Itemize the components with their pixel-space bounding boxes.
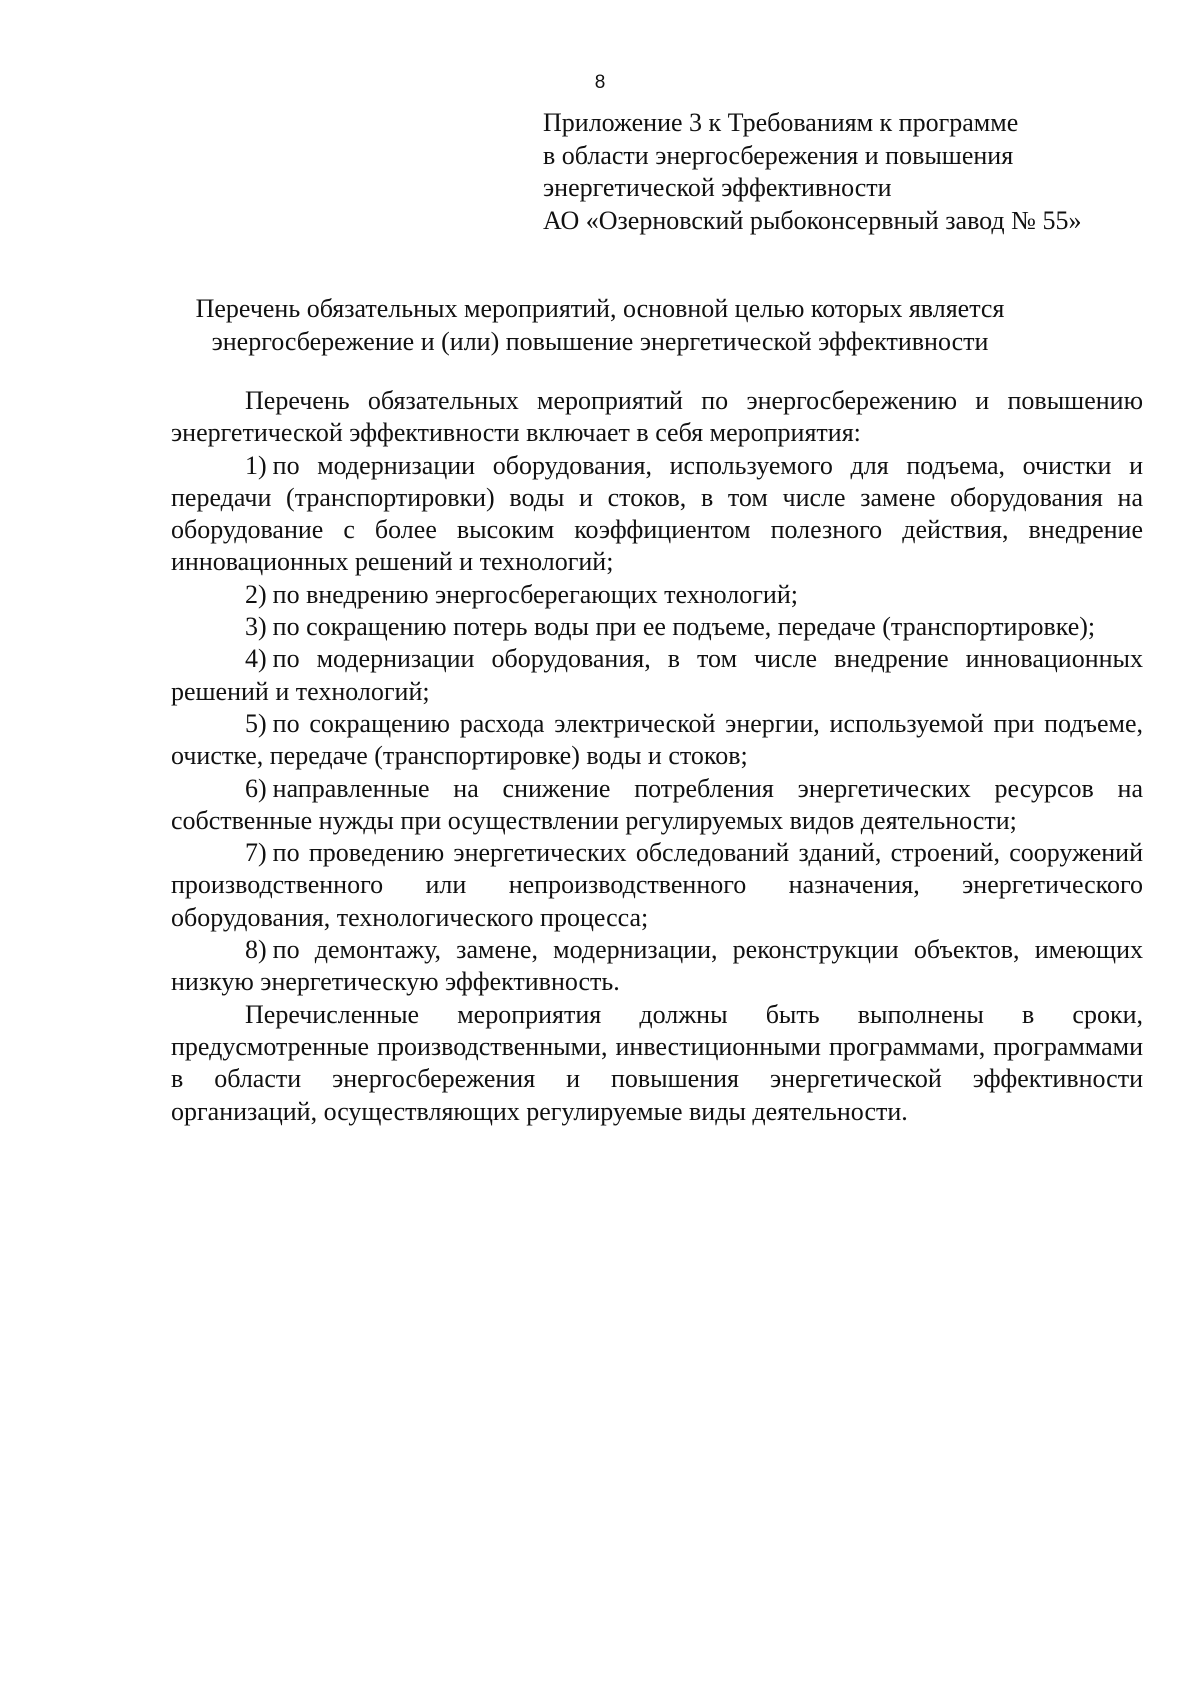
list-item-text: по сокращению потерь воды при ее подъеме, передаче (транспортировке); <box>272 612 1096 642</box>
list-item-text: по проведению энергетических обследований зданий, строений, сооружений производственного или непроизводственного назначения, энергетического оборудования, технологического процесса; <box>171 838 1143 932</box>
list-item <box>171 773 1143 838</box>
list-item <box>171 708 1143 773</box>
list-item <box>171 450 1143 579</box>
list-item-number: 2) <box>245 579 267 609</box>
appendix-header-line: в области энергосбережения и повышения <box>543 140 1014 170</box>
document-body <box>171 385 1143 1128</box>
list-item-number: 4) <box>245 644 267 674</box>
section-title <box>120 293 1080 358</box>
list-item-text: по сокращению расхода электрической энергии, используемой при подъеме, очистке, передаче (транспортировке) воды и стоков; <box>171 708 1143 771</box>
list-item-text: по модернизации оборудования, в том числе внедрение инновационных решений и технологий; <box>171 644 1143 706</box>
list-item-number: 7) <box>245 838 267 868</box>
intro-paragraph: Перечень обязательных мероприятий по энергосбережению и повышению энергетической эффективности включает в себя мероприятия: <box>171 386 1143 448</box>
list-item-text: направленные на снижение потребления энергетических ресурсов на собственные нужды при осуществлении регулируемых видов деятельности; <box>171 773 1143 835</box>
section-title-line: энергосбережение и (или) повышение энергетической эффективности <box>211 326 989 356</box>
list-item-text: по демонтажу, замене, модернизации, реконструкции объектов, имеющих низкую энергетическую эффективность. <box>171 935 1143 997</box>
list-item-text: по модернизации оборудования, используемого для подъема, очистки и передачи (транспортировки) воды и стоков, в том числе замене оборудования на оборудование с более высоким коэффициентом полезного действия, внедрение инновационных решений и технологий; <box>171 450 1143 577</box>
appendix-header-line: энергетической эффективности <box>543 173 892 202</box>
list-item <box>171 643 1143 708</box>
list-item-number: 6) <box>245 773 267 803</box>
list-item-number: 8) <box>245 935 267 965</box>
list-item <box>171 611 1143 643</box>
list-item-number: 3) <box>245 612 267 642</box>
list-item-number: 1) <box>245 450 267 480</box>
closing-paragraph: Перечисленные мероприятия должны быть выполнены в сроки, предусмотренные производственными, инвестиционными программами, программами в области энергосбережения и повышения энергетической эффективности организаций, осуществляющих регулируемые виды деятельности. <box>171 999 1143 1126</box>
list-item-number: 5) <box>245 708 267 738</box>
list-item <box>171 579 1143 611</box>
list-item-text: по внедрению энергосберегающих технологий; <box>272 579 798 609</box>
list-item <box>171 837 1143 934</box>
appendix-header-line: АО «Озерновский рыбоконсервный завод № 55» <box>543 205 1082 235</box>
section-title-line: Перечень обязательных мероприятий, основной целью которых является <box>195 294 1005 323</box>
appendix-header-line: Приложение 3 к Требованиям к программе <box>543 108 1019 137</box>
page-number: 8 <box>594 72 606 93</box>
list-item <box>171 934 1143 999</box>
appendix-header <box>543 107 1183 237</box>
